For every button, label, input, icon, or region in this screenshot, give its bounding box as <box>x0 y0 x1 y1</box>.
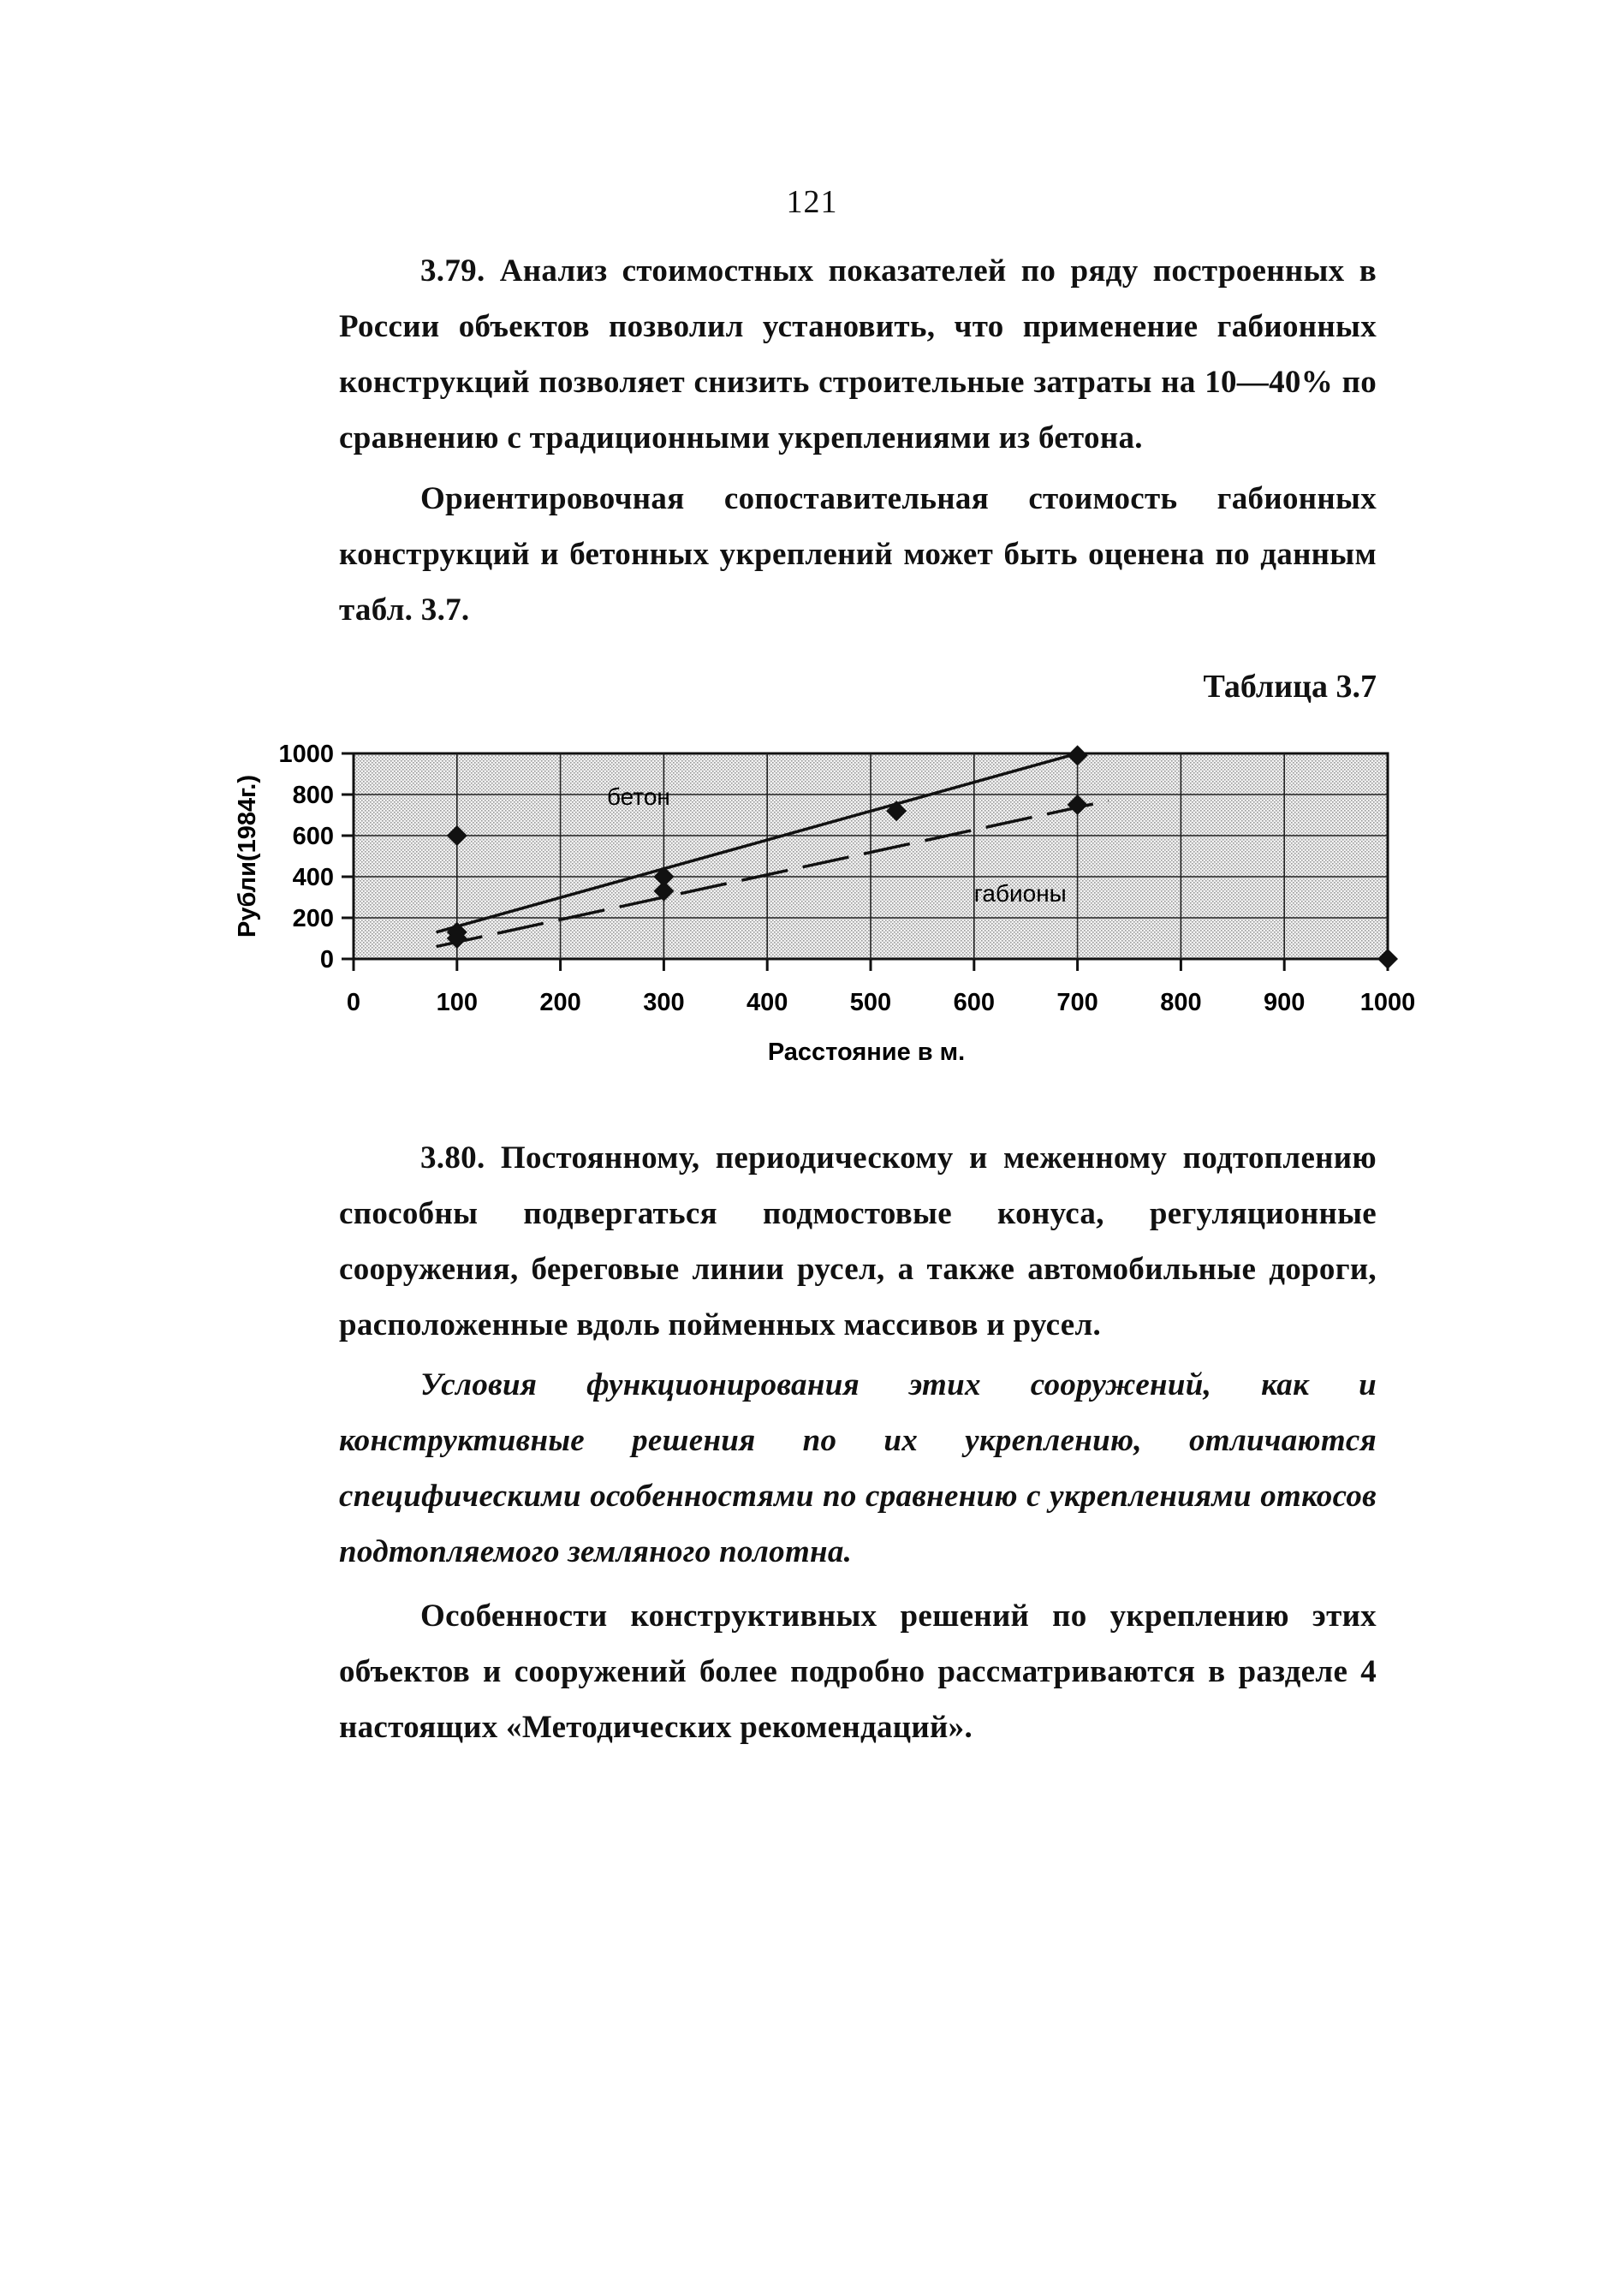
paragraph-3-80-conditions: Условия функционирования этих сооружений, как и конструктивные решения по их укреплению, отличаются специфическими особенностями по сравнению с укреплениями откосов подтопляемого земляного полотна. <box>339 1367 1377 1569</box>
y-tick-label: 800 <box>292 782 334 809</box>
x-tick-label: 900 <box>1264 989 1306 1016</box>
y-axis-label: Рубли(1984г.) <box>234 775 261 938</box>
y-tick-label: 400 <box>292 864 334 891</box>
x-tick-label: 300 <box>643 989 685 1016</box>
x-tick-label: 400 <box>747 989 788 1016</box>
paragraph-3-80-features: Особенности конструктивных решений по укреплению этих объектов и сооружений более подробно рассматриваются в разделе 4 настоящих «Методических рекомендаций». <box>339 1598 1377 1745</box>
x-tick-labels <box>347 989 1415 1016</box>
x-axis-label: Расстояние в м. <box>767 1039 966 1066</box>
y-tick-label: 200 <box>292 905 334 932</box>
paragraph-3-80: 3.80. Постоянному, периодическому и меженному подтоплению способны подвергаться подмостовые конуса, регуляционные сооружения, береговые линии русел, а также автомобильные дороги, расположенные вдоль пойменных массивов и русел. <box>339 1140 1377 1342</box>
x-tick-label: 800 <box>1160 989 1202 1016</box>
table-label: Таблица 3.7 <box>1203 669 1377 705</box>
x-tick-label: 1000 <box>1359 989 1416 1016</box>
paragraph-3-79-estimate: Ориентировочная сопоставительная стоимость габионных конструкций и бетонных укреплений может быть оценена по данным табл. 3.7. <box>339 481 1377 628</box>
series-label-concrete: бетон <box>606 783 670 810</box>
x-tick-label: 500 <box>849 989 892 1016</box>
y-tick-label: 600 <box>292 823 334 850</box>
x-tick-label: 200 <box>539 989 581 1016</box>
x-tick-label: 600 <box>953 989 995 1016</box>
series-label-gabions: габионы <box>973 879 1067 907</box>
x-tick-label: 0 <box>346 989 361 1016</box>
y-tick-labels <box>278 741 334 973</box>
cost-distance-chart <box>0 0 1624 1113</box>
paragraph-3-79: 3.79. Анализ стоимостных показателей по ряду построенных в России объектов позволил установить, что применение габионных конструкций позволяет снизить строительные затраты на 10—40% по сравнению с традиционными укреплениями из бетона. <box>339 253 1377 455</box>
y-tick-label: 1000 <box>278 741 334 768</box>
y-tick-label: 0 <box>319 946 334 973</box>
x-tick-label: 100 <box>436 989 478 1016</box>
page-number: 121 <box>786 184 838 220</box>
x-tick-label: 700 <box>1056 989 1098 1016</box>
